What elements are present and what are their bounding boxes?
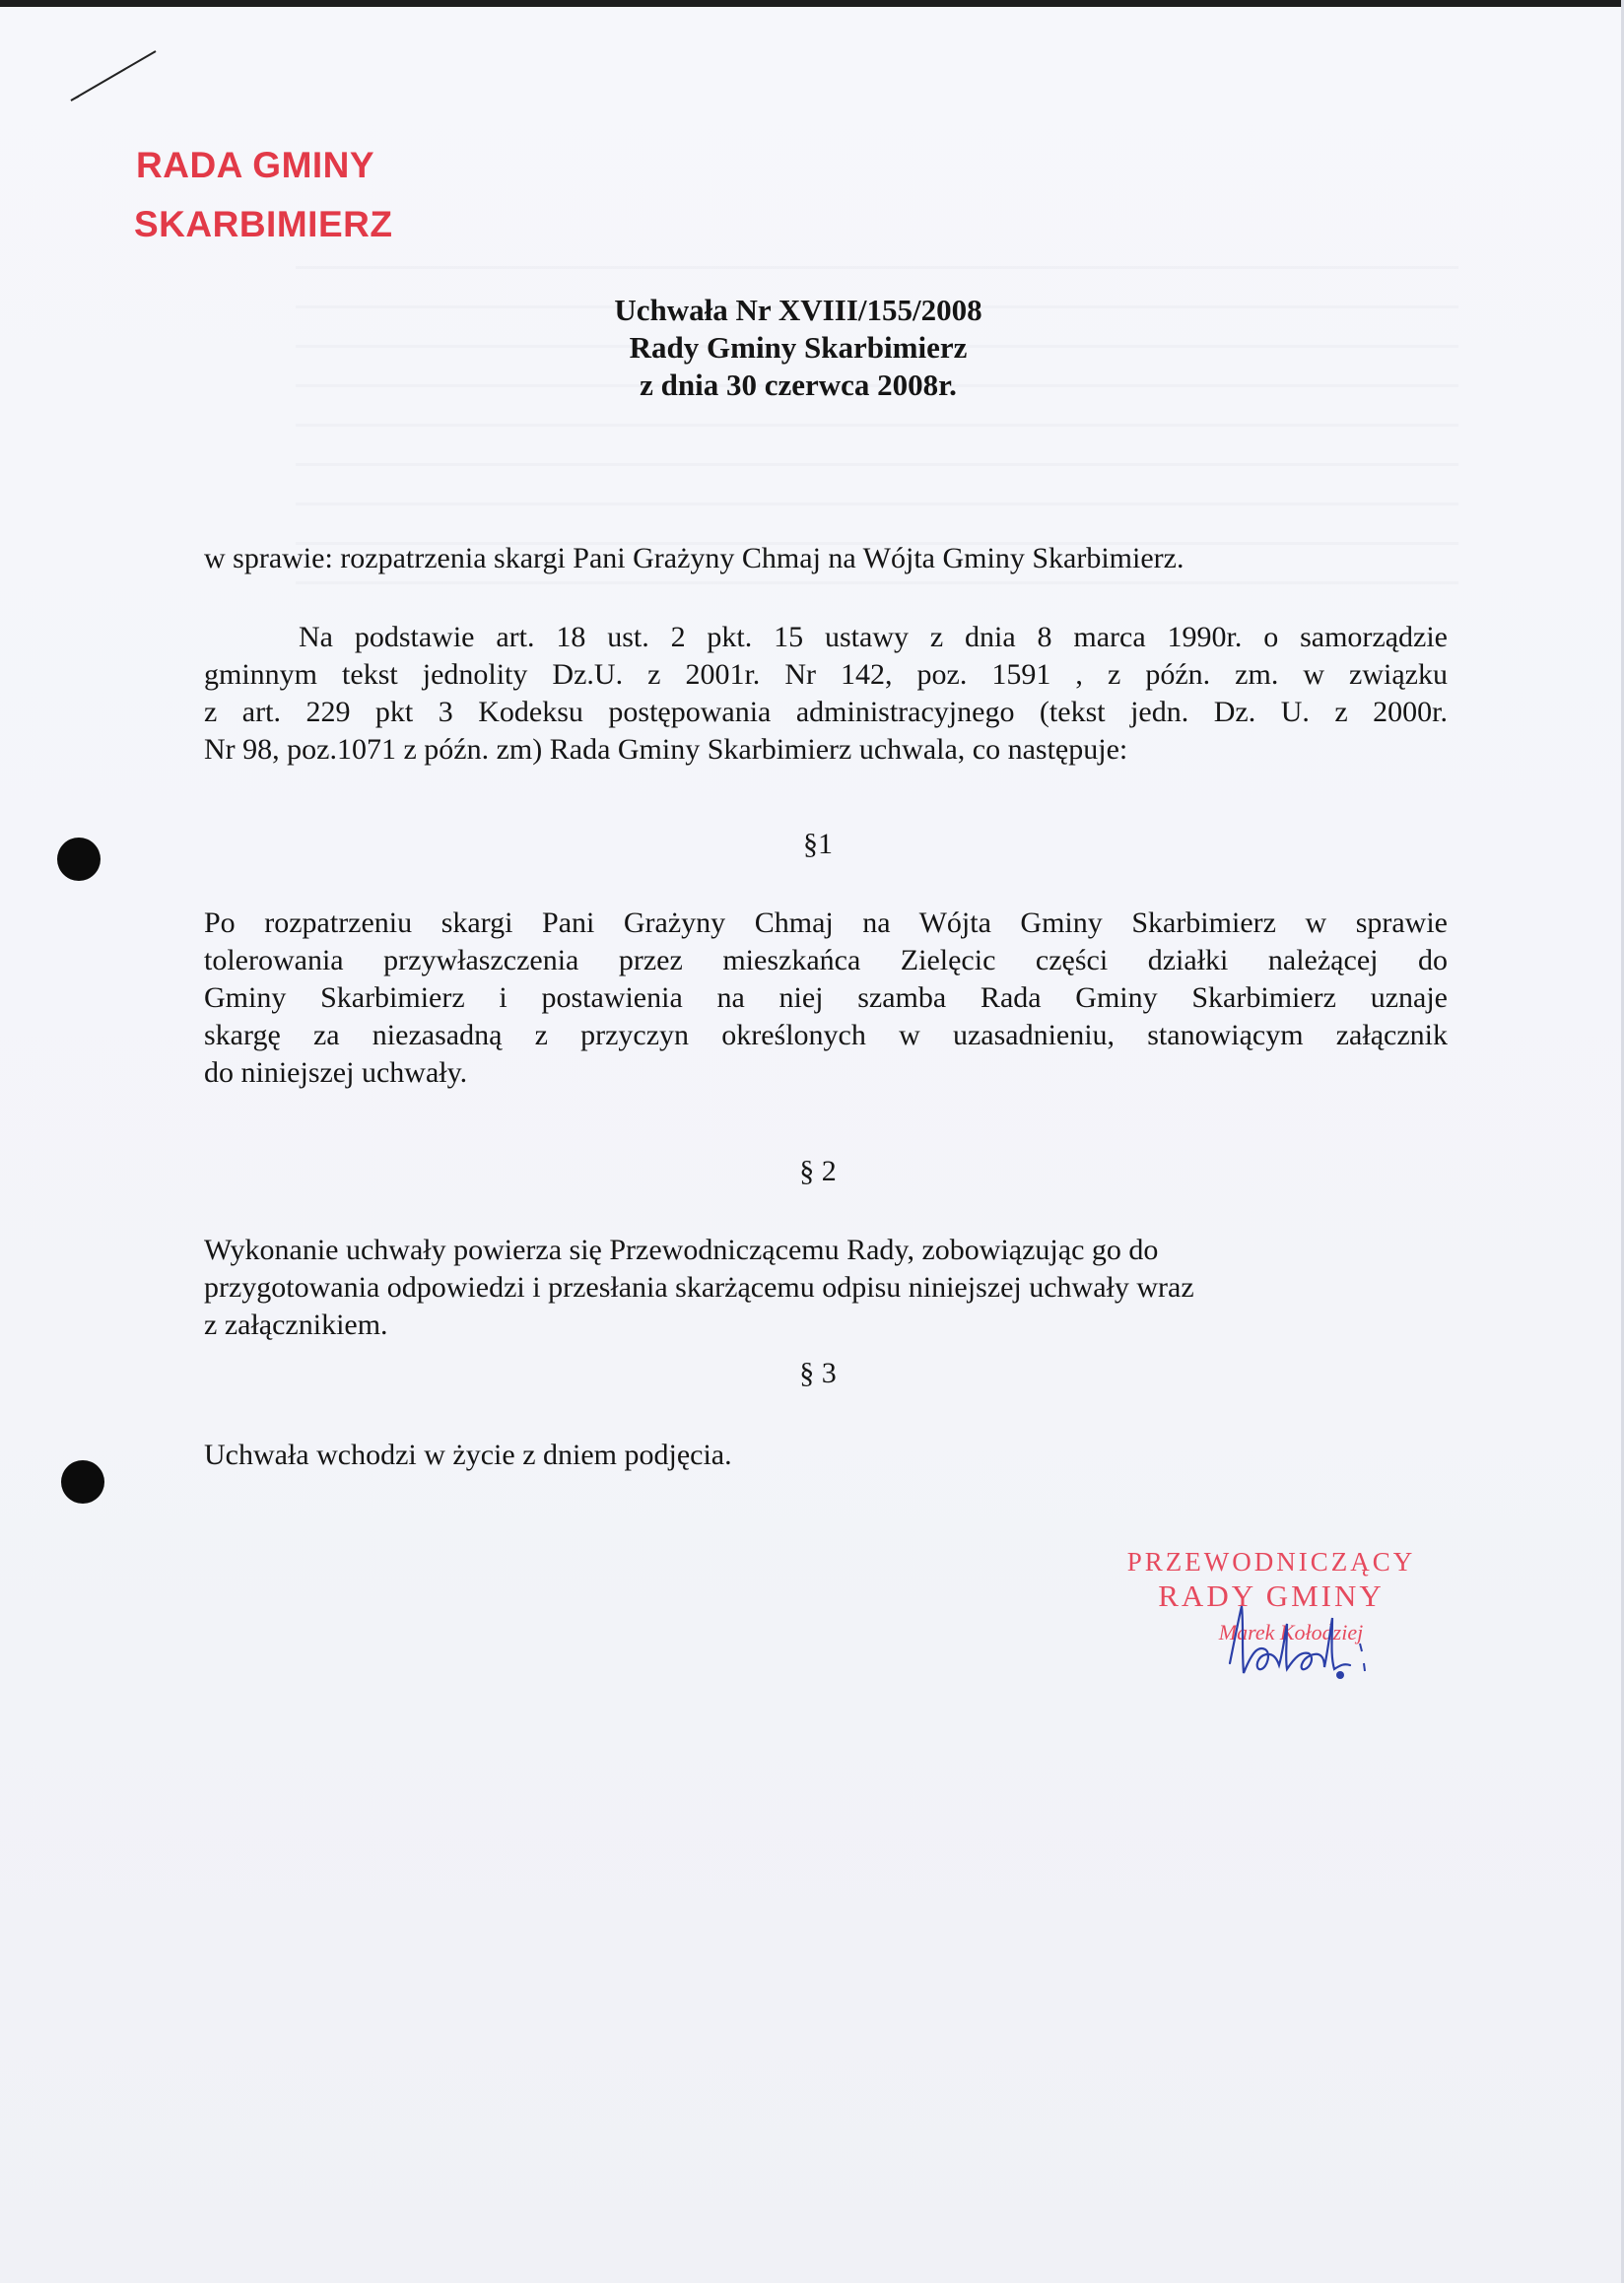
section-2-mark: § 2	[799, 1155, 837, 1187]
section-2-line: z załącznikiem.	[204, 1309, 388, 1341]
section-2-line: Wykonanie uchwały powierza się Przewodniczącemu Rady, zobowiązując go do	[204, 1234, 1159, 1266]
council-stamp-line1: RADA GMINY	[136, 145, 375, 185]
council-stamp-line2: SKARBIMIERZ	[134, 204, 393, 244]
section-1-mark: §1	[803, 828, 833, 860]
punch-hole	[57, 838, 101, 881]
legal-basis-line: gminnym tekst jednolity Dz.U. z 2001r. Nr 142, poz. 1591 , z późn. zm. w związku	[204, 658, 1448, 691]
resolution-title: Uchwała Nr XVIII/155/2008	[614, 293, 982, 327]
legal-basis-line: z art. 229 pkt 3 Kodeksu postępowania administracyjnego (tekst jedn. Dz. U. z 2000r.	[204, 696, 1448, 728]
handwritten-signature	[1222, 1594, 1380, 1693]
section-1-line: skargę za niezasadną z przyczyn określonych w uzasadnieniu, stanowiącym załącznik	[204, 1019, 1448, 1051]
resolution-date: z dnia 30 czerwca 2008r.	[640, 368, 957, 402]
section-1-line: Po rozpatrzeniu skargi Pani Grażyny Chmaj na Wójta Gminy Skarbimierz w sprawie	[204, 906, 1448, 939]
section-3-mark: § 3	[799, 1357, 837, 1389]
section-1-text	[204, 905, 1448, 1092]
legal-basis-paragraph	[204, 619, 1448, 769]
section-1-line: do niniejszej uchwały.	[204, 1056, 468, 1089]
punch-hole	[61, 1460, 104, 1504]
scan-edge-top	[0, 0, 1624, 7]
chairman-stamp-body: RADY GMINY	[1158, 1578, 1385, 1613]
pen-stroke-mark	[69, 47, 158, 106]
legal-basis-line: Na podstawie art. 18 ust. 2 pkt. 15 ustawy z dnia 8 marca 1990r. o samorządzie	[299, 621, 1448, 653]
resolution-subject: w sprawie: rozpatrzenia skargi Pani Grażyny Chmaj na Wójta Gminy Skarbimierz.	[204, 542, 1184, 574]
section-2-text	[204, 1232, 1448, 1344]
section-1-line: Gminy Skarbimierz i postawienia na niej szamba Rada Gminy Skarbimierz uznaje	[204, 981, 1448, 1014]
chairman-stamp-title: PRZEWODNICZĄCY	[1126, 1547, 1416, 1577]
chairman-stamp-name: Marek Kołodziej	[1218, 1620, 1364, 1645]
section-1-line: tolerowania przywłaszczenia przez mieszkańca Zielęcic części działki należącej do	[204, 944, 1448, 976]
legal-basis-line: Nr 98, poz.1071 z późn. zm) Rada Gminy Skarbimierz uchwala, co następuje:	[204, 733, 1128, 766]
council-stamp	[136, 136, 392, 254]
resolution-body: Rady Gminy Skarbimierz	[629, 330, 968, 365]
resolution-header	[493, 292, 1104, 404]
section-2-line: przygotowania odpowiedzi i przesłania skarżącemu odpisu niniejszej uchwały wraz	[204, 1271, 1194, 1304]
section-3-text: Uchwała wchodzi w życie z dniem podjęcia.	[204, 1439, 732, 1471]
